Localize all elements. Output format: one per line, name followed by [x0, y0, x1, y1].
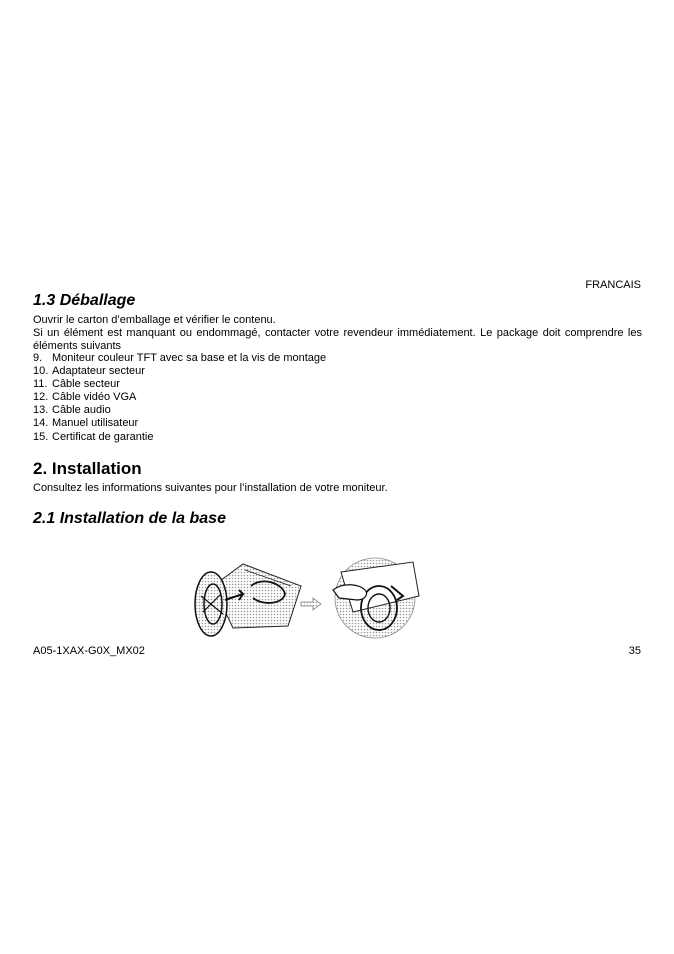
list-item: 15. Certificat de garantie: [33, 430, 154, 443]
package-contents-list: [33, 352, 326, 444]
language-label: FRANCAIS: [585, 279, 641, 291]
section-1-3-intro-line2: Si un élément est manquant ou endommagé, contacter votre revendeur immédiatement. Le package doit comprendre les éléments suivants: [33, 327, 642, 352]
list-item: 13. Câble audio: [33, 404, 111, 417]
step-1-drawing: [195, 564, 301, 636]
base-installation-illustration: [183, 556, 445, 642]
list-item: 11. Câble secteur: [33, 378, 120, 391]
section-1-3-intro-line1: Ouvrir le carton d’emballage et vérifier le contenu.: [33, 314, 276, 326]
step-2-drawing: [333, 558, 419, 638]
arrow-icon: [301, 598, 321, 610]
document-code: A05-1XAX-G0X_MX02: [33, 645, 145, 657]
section-2-title: 2. Installation: [33, 459, 142, 478]
section-2-intro: Consultez les informations suivantes pour l’installation de votre moniteur.: [33, 482, 388, 494]
list-item: 10. Adaptateur secteur: [33, 365, 145, 378]
page-number: 35: [628, 645, 641, 657]
list-item: 9. Moniteur couleur TFT avec sa base et la vis de montage: [33, 352, 327, 364]
section-2-1-title: 2.1 Installation de la base: [33, 510, 226, 527]
list-item: 12. Câble vidéo VGA: [33, 391, 137, 404]
section-1-3-title: 1.3 Déballage: [33, 292, 136, 309]
list-item: 14. Manuel utilisateur: [33, 417, 139, 430]
